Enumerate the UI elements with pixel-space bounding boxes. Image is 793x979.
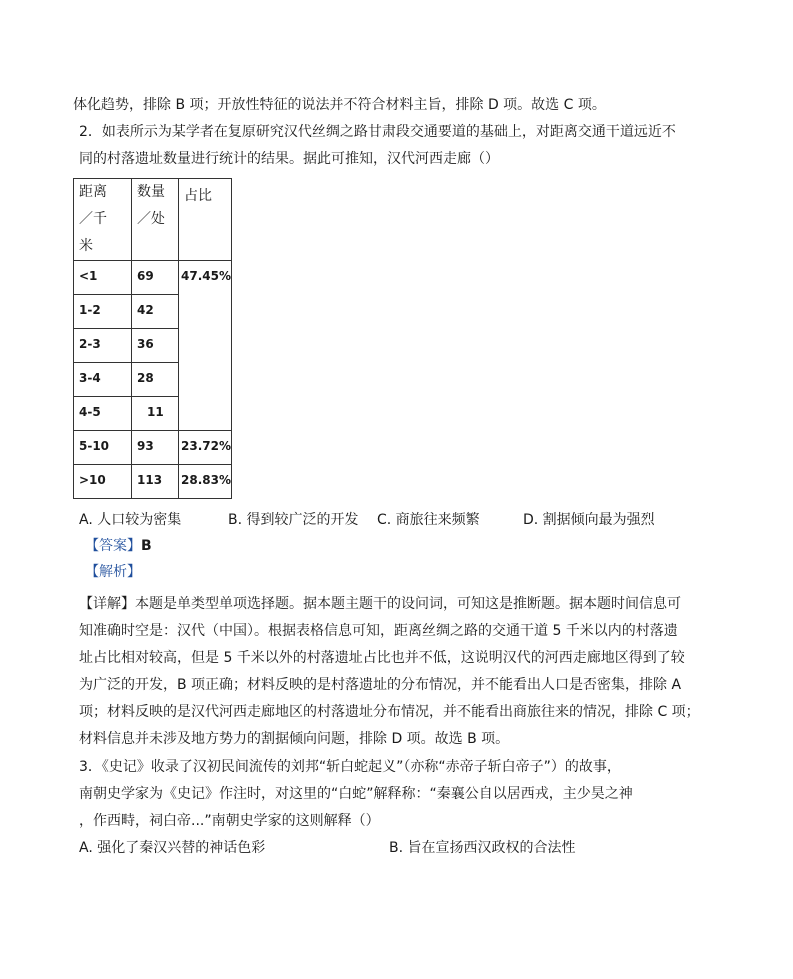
- table-cell-distance: 3-4: [74, 363, 132, 397]
- question-2-stem: 2．如表所示为某学者在复原研究汉代丝绸之路甘肃段交通要道的基础上，对距离交通干道远近不: [79, 124, 676, 140]
- detail-line: 材料信息并未涉及地方势力的割据倾向问题，排除 D 项。故选 B 项。: [79, 731, 510, 747]
- table-cell-count: 11: [132, 397, 179, 431]
- answer-label: 【答案】: [85, 538, 141, 554]
- table-cell-distance: 5-10: [74, 431, 132, 465]
- table-cell-count: 69: [132, 261, 179, 295]
- answer-row: [85, 537, 152, 555]
- table-cell-count: 93: [132, 431, 179, 465]
- question-3-stem-cont: 南朝史学家为《史记》作注时，对这里的“白蛇”解释称：“秦襄公自以居西戎，主少昊之神: [79, 786, 633, 802]
- detail-line: 项；材料反映的是汉代河西走廊地区的村落遗址分布情况，并不能看出商旅往来的情况，排除 C 项；: [79, 704, 700, 720]
- option-c: C. 商旅往来频繁: [377, 512, 480, 528]
- table-header-ratio: 占比: [179, 179, 232, 261]
- table-cell-distance: 2-3: [74, 329, 132, 363]
- table-cell-ratio-group: 47.45%: [179, 261, 232, 431]
- question-3-stem: 3．《史记》收录了汉初民间流传的刘邦“斩白蛇起义”（亦称“赤帝子斩白帝子”）的故事，: [79, 759, 621, 775]
- option-d: D. 割据倾向最为强烈: [523, 512, 655, 528]
- text-line: 体化趋势，排除 B 项；开放性特征的说法并不符合材料主旨，排除 D 项。故选 C 项。: [73, 97, 606, 113]
- table-header-distance: 距离 ／千 米: [74, 179, 132, 261]
- table-header-count: 数量 ／处: [132, 179, 179, 261]
- table-cell-ratio: 23.72%: [179, 431, 232, 465]
- table-cell-distance: >10: [74, 465, 132, 499]
- table-cell-distance: 4-5: [74, 397, 132, 431]
- detail-line: 【详解】本题是单类型单项选择题。据本题主题干的设问词，可知这是推断题。据本题时间信息可: [79, 596, 681, 612]
- question-3-stem-cont: ，作西畤，祠白帝...”南朝史学家的这则解释（）: [79, 813, 380, 829]
- detail-line: 知准确时空是：汉代（中国）。根据表格信息可知，距离丝绸之路的交通干道 5 千米以内的村落遗: [79, 623, 678, 639]
- question-2-stem-cont: 同的村落遗址数量进行统计的结果。据此可推知，汉代河西走廊（）: [79, 151, 499, 167]
- table-cell-distance: 1-2: [74, 295, 132, 329]
- village-site-table: [73, 178, 232, 499]
- table-cell-count: 36: [132, 329, 179, 363]
- question-3-option-a: A. 强化了秦汉兴替的神话色彩: [79, 840, 266, 856]
- detail-line: 为广泛的开发，B 项正确；材料反映的是村落遗址的分布情况，并不能看出人口是否密集，排除 A: [79, 677, 682, 693]
- table-cell-count: 113: [132, 465, 179, 499]
- detail-line: 址占比相对较高，但是 5 千米以外的村落遗址占比也并不低，这说明汉代的河西走廊地区得到了较: [79, 650, 685, 666]
- question-3-option-b: B. 旨在宣扬西汉政权的合法性: [389, 840, 576, 856]
- answer-value: B: [141, 538, 152, 554]
- analysis-label: 【解析】: [85, 564, 141, 580]
- table-cell-count: 42: [132, 295, 179, 329]
- table-cell-distance: <1: [74, 261, 132, 295]
- table-cell-ratio: 28.83%: [179, 465, 232, 499]
- option-a: A. 人口较为密集: [79, 512, 182, 528]
- option-b: B. 得到较广泛的开发: [228, 512, 359, 528]
- table-cell-count: 28: [132, 363, 179, 397]
